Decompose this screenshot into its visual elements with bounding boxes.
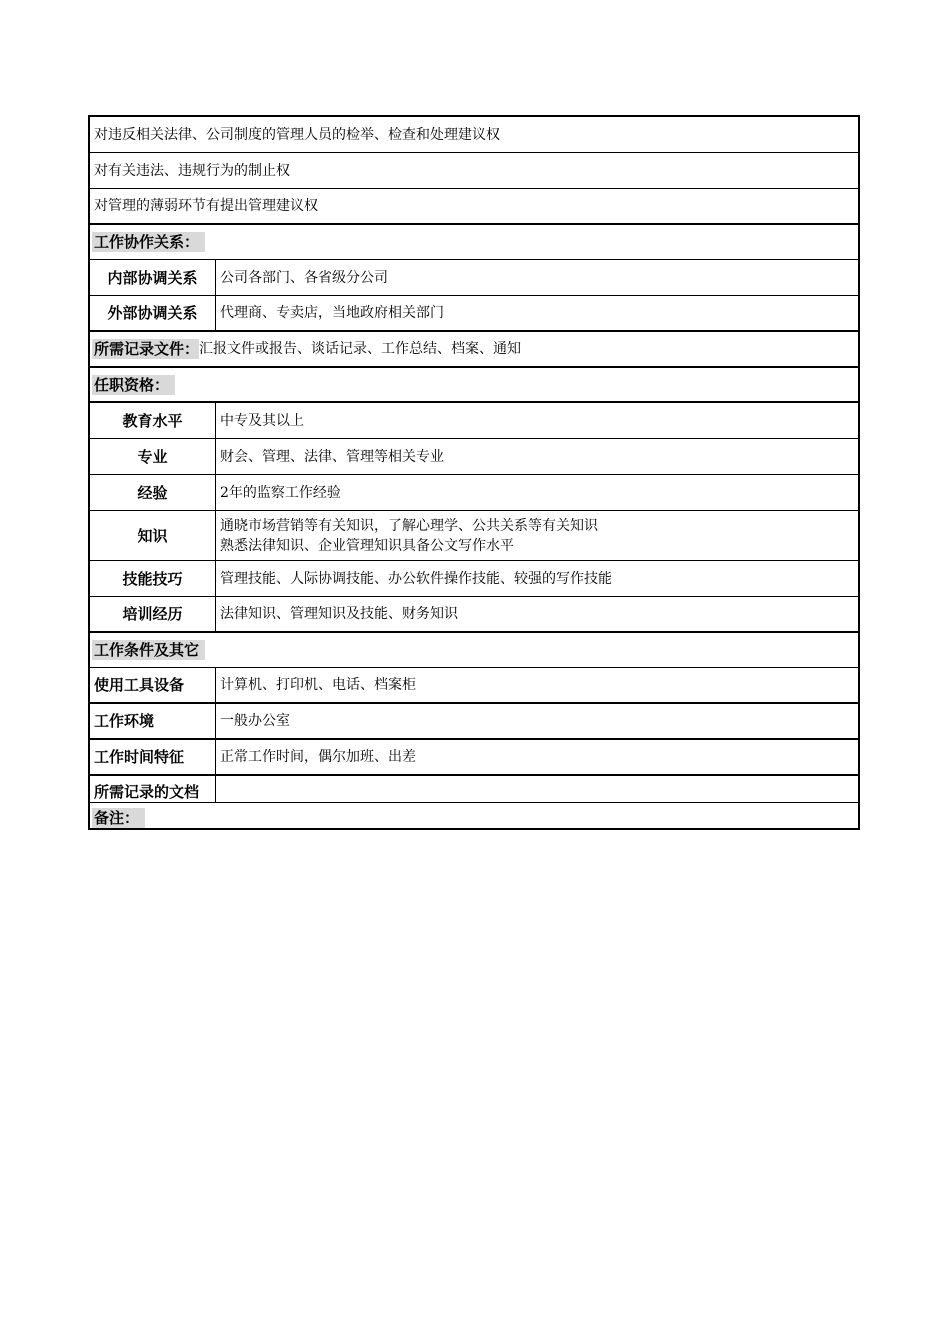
training-row [90,597,858,633]
authority-item: 对管理的薄弱环节有提出管理建议权 [94,198,318,214]
authority-row-1 [90,117,858,153]
authority-row-3 [90,189,858,225]
major-value: 财会、管理、法律、管理等相关专业 [220,448,444,465]
knowledge-row [90,511,858,561]
internal-coordination-value: 公司各部门、各省级分公司 [220,269,388,286]
training-label: 培训经历 [90,597,216,631]
training-value: 法律知识、管理知识及技能、财务知识 [220,606,458,622]
qualifications-title: 任职资格： [92,375,175,395]
cooperation-title: 工作协作关系： [92,232,205,252]
tools-label: 使用工具设备 [90,668,216,702]
authority-item: 对违反相关法律、公司制度的管理人员的检举、检查和处理建议权 [94,126,500,143]
authority-row-2 [90,153,858,189]
knowledge-line-2: 熟悉法律知识、企业管理知识具备公文写作水平 [220,537,514,554]
documents-label: 所需记录的文档 [90,776,216,802]
major-row [90,439,858,475]
external-coordination-label: 外部协调关系 [90,296,216,330]
documents-row [90,776,858,803]
documents-value [216,776,858,802]
remarks-label: 备注： [92,808,145,828]
education-row [90,403,858,439]
internal-coordination-row [90,260,858,296]
experience-label: 经验 [90,475,216,510]
job-description-table [88,115,860,830]
education-label: 教育水平 [90,403,216,438]
work-time-row [90,740,858,776]
knowledge-line-1: 通晓市场营销等有关知识，了解心理学、公共关系等有关知识 [220,517,598,534]
cooperation-section-header [90,225,858,260]
internal-coordination-label: 内部协调关系 [90,260,216,295]
tools-row [90,668,858,704]
records-row [90,332,858,368]
tools-value: 计算机、打印机、电话、档案柜 [220,677,416,693]
skills-value: 管理技能、人际协调技能、办公软件操作技能、较强的写作技能 [220,570,612,587]
authority-item: 对有关违法、违规行为的制止权 [94,162,290,179]
conditions-title: 工作条件及其它 [92,640,205,660]
work-time-label: 工作时间特征 [90,740,216,774]
records-value: 汇报文件或报告、谈话记录、工作总结、档案、通知 [199,341,522,357]
records-label: 所需记录文件： [94,340,200,358]
conditions-section-header [90,633,858,668]
environment-value: 一般办公室 [220,713,290,729]
qualifications-section-header [90,368,858,403]
skills-row [90,561,858,597]
experience-row [90,475,858,511]
education-value: 中专及其以上 [220,412,304,429]
experience-value: 2年的监察工作经验 [220,484,341,501]
environment-row [90,704,858,740]
external-coordination-row [90,296,858,332]
skills-label: 技能技巧 [90,561,216,596]
remarks-row [90,803,858,828]
external-coordination-value: 代理商、专卖店，当地政府相关部门 [220,305,444,321]
work-time-value: 正常工作时间，偶尔加班、出差 [220,749,416,765]
knowledge-label: 知识 [90,511,216,560]
major-label: 专业 [90,439,216,474]
environment-label: 工作环境 [90,704,216,738]
